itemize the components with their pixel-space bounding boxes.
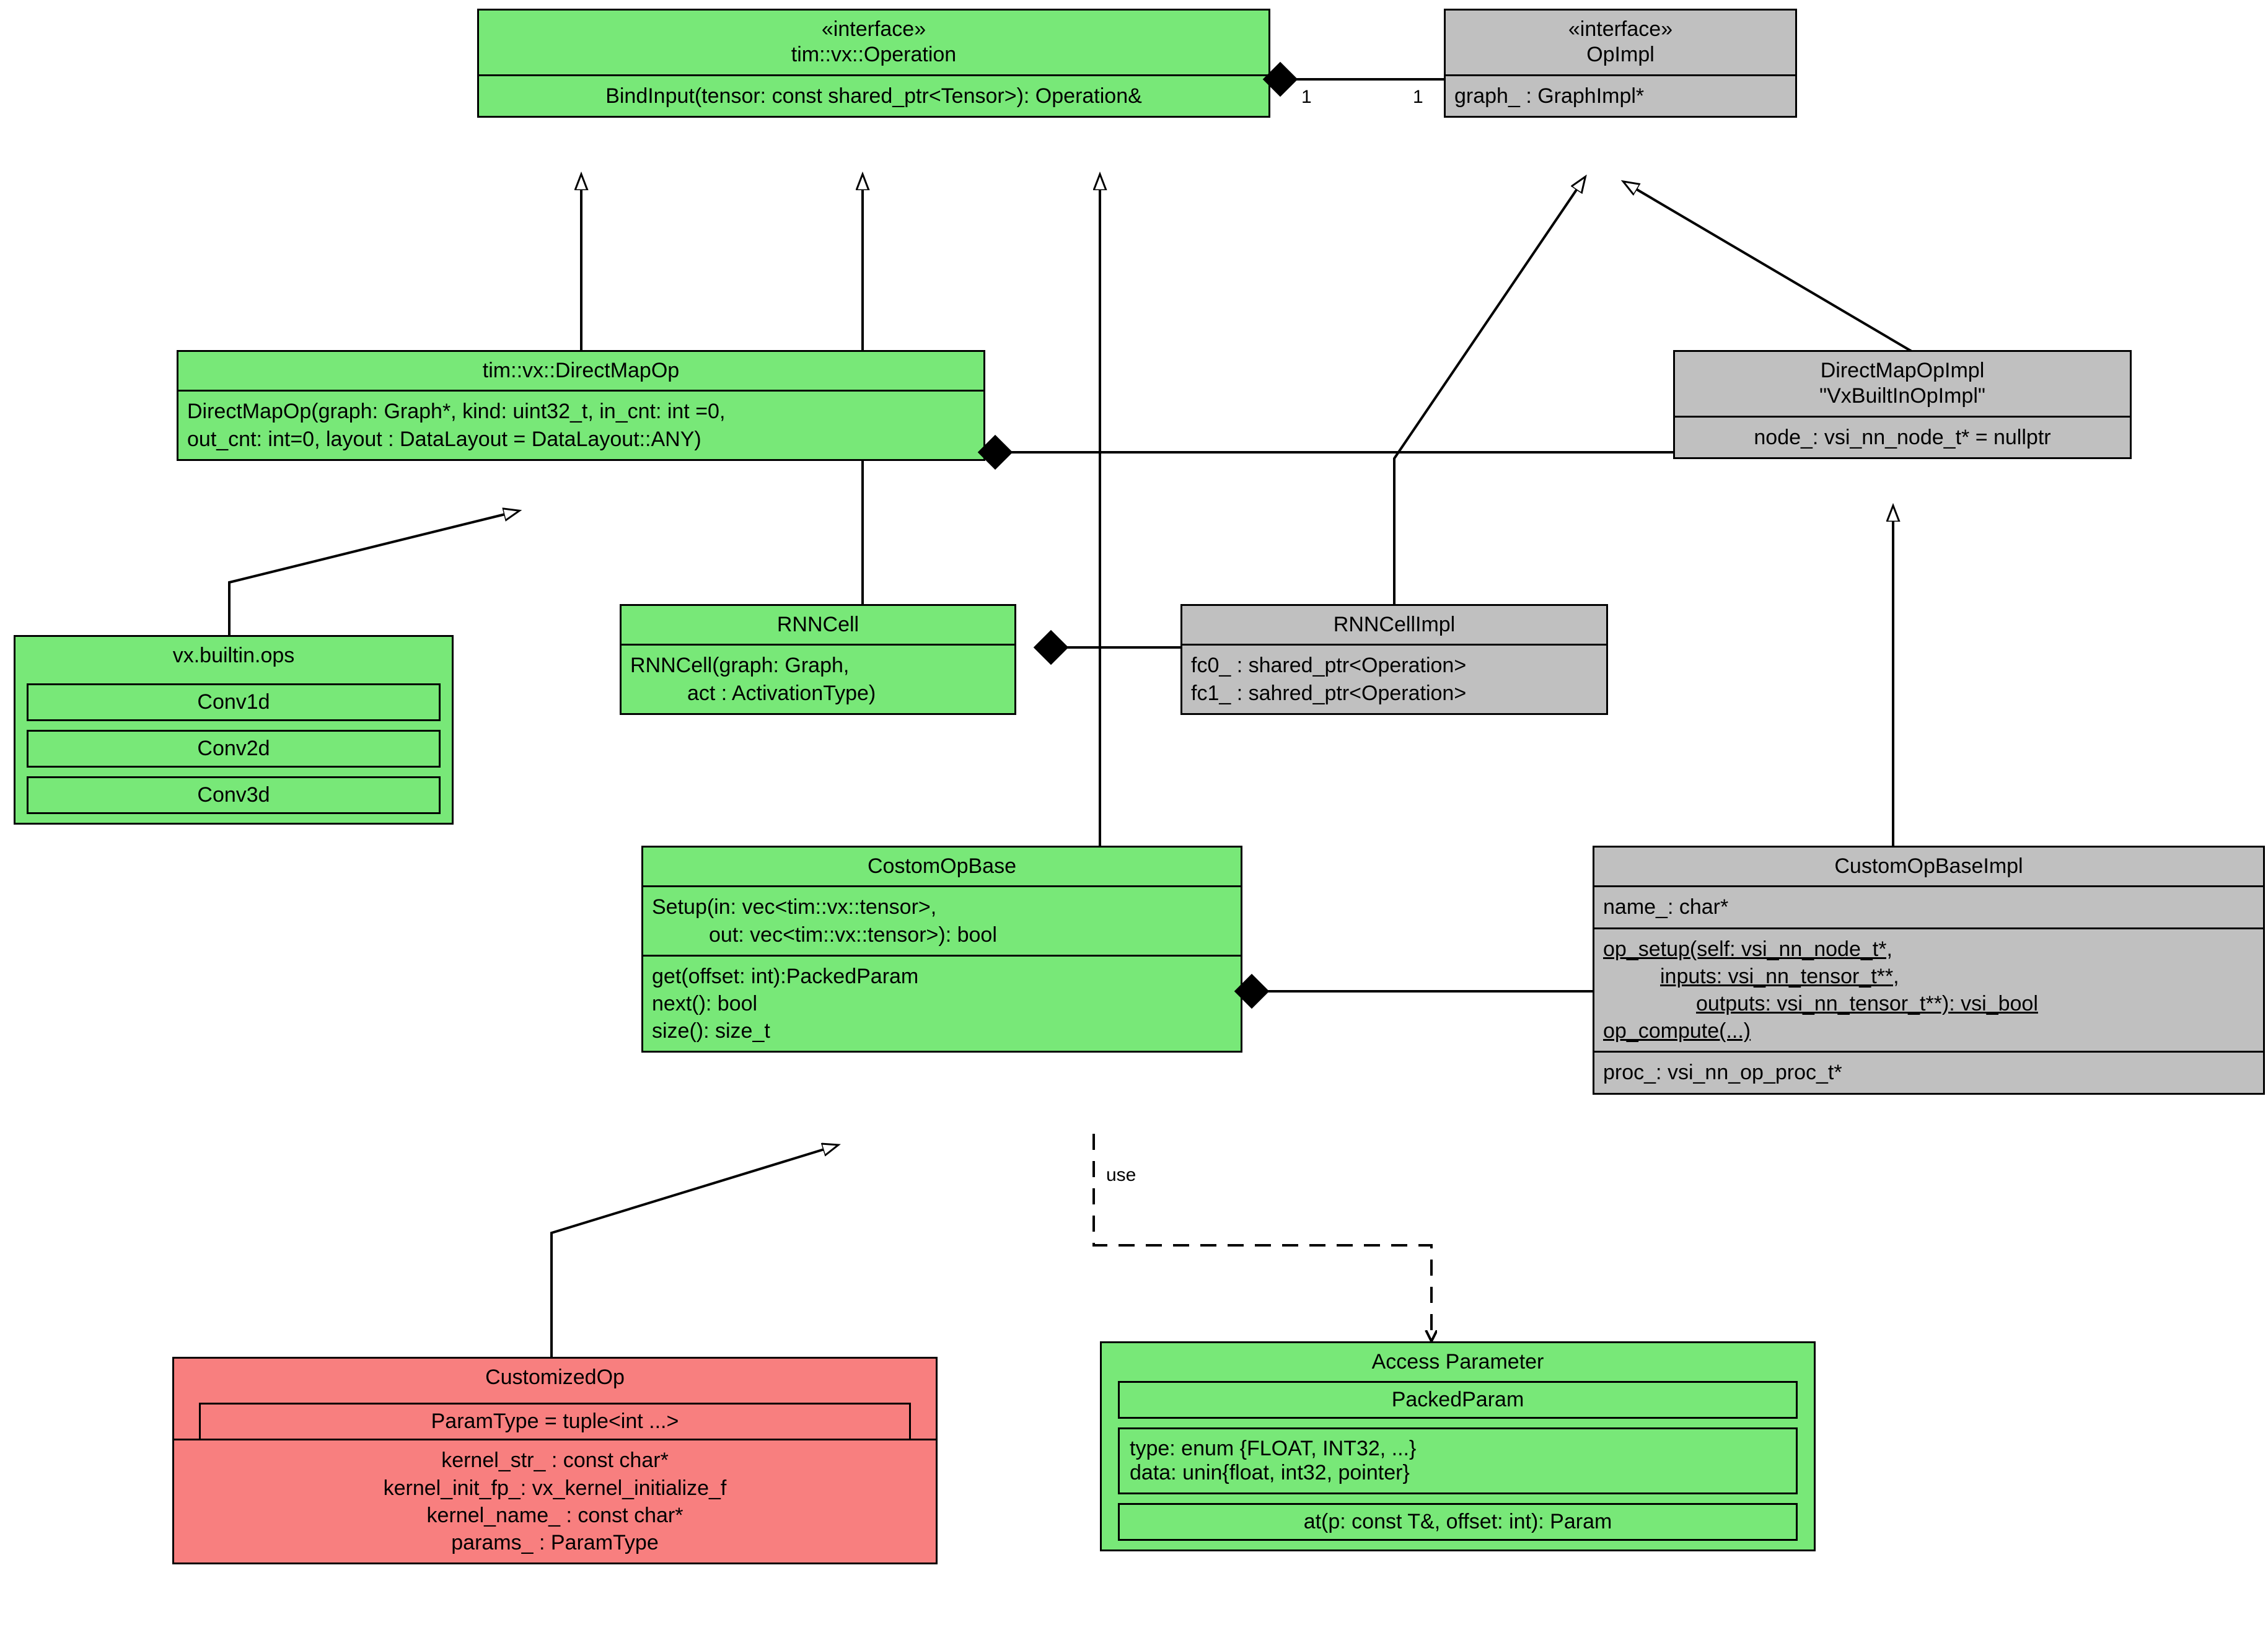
costomopbase-members-accessors: get(offset: int):PackedParam next(): bool size(): size_t: [643, 955, 1241, 1051]
costomopbase-members-setup: Setup(in: vec<tim::vx::tensor>, out: vec<tim::vx::tensor>): bool: [643, 885, 1241, 954]
rnncell-members: RNNCell(graph: Graph, act : ActivationType): [622, 644, 1014, 712]
access-parameter-body: [1102, 1381, 1814, 1549]
class-node-operation[interactable]: [477, 9, 1270, 118]
class-node-opimpl[interactable]: [1444, 9, 1797, 118]
directmapopimpl-name: DirectMapOpImpl: [1820, 359, 1985, 382]
class-node-builtin-ops[interactable]: [14, 635, 454, 825]
customizedop-typedef-wrap: [174, 1396, 936, 1440]
class-node-customizedop[interactable]: [172, 1357, 938, 1564]
composition-diamond-rnncell: [1034, 630, 1069, 665]
operation-header: [479, 11, 1268, 74]
packedparam-title: PackedParam: [1118, 1381, 1798, 1419]
class-node-access-parameter[interactable]: [1100, 1341, 1816, 1551]
class-node-rnncell[interactable]: [620, 604, 1016, 715]
opimpl-members: graph_ : GraphImpl*: [1446, 74, 1795, 116]
list-item-conv1d[interactable]: Conv1d: [27, 683, 441, 721]
list-item-conv2d[interactable]: Conv2d: [27, 730, 441, 768]
packedparam-method: at(p: const T&, offset: int): Param: [1118, 1503, 1798, 1541]
class-node-rnncellimpl[interactable]: [1180, 604, 1608, 715]
multiplicity-right: 1: [1413, 87, 1423, 107]
access-parameter-name: Access Parameter: [1371, 1350, 1544, 1374]
customopbaseimpl-proc: proc_: vsi_nn_op_proc_t*: [1594, 1051, 2263, 1092]
use-label: use: [1106, 1165, 1136, 1185]
customizedop-name: CustomizedOp: [485, 1365, 625, 1389]
directmapopimpl-members: node_: vsi_nn_node_t* = nullptr: [1675, 416, 2130, 457]
class-node-customopbaseimpl[interactable]: [1593, 846, 2265, 1095]
rnncellimpl-members: fc0_ : shared_ptr<Operation> fc1_ : sahred_ptr<Operation>: [1182, 644, 1606, 712]
customopbaseimpl-name: CustomOpBaseImpl: [1834, 854, 2023, 878]
rnncellimpl-name: RNNCellImpl: [1333, 613, 1456, 636]
class-node-directmapopimpl[interactable]: [1673, 350, 2132, 459]
opimpl-header: [1446, 11, 1795, 74]
rnncell-name: RNNCell: [776, 613, 859, 636]
customopbaseimpl-attrs: name_: char*: [1594, 885, 2263, 927]
packedparam-fields: type: enum {FLOAT, INT32, ...} data: unin{float, int32, pointer}: [1118, 1427, 1798, 1494]
operation-stereotype: «interface»: [821, 17, 926, 41]
list-item-conv3d[interactable]: Conv3d: [27, 776, 441, 814]
builtin-ops-name: vx.builtin.ops: [172, 644, 295, 667]
operation-name: tim::vx::Operation: [791, 43, 957, 67]
customizedop-typedef: ParamType = tuple<int ...>: [199, 1403, 911, 1440]
costomopbase-name: CostomOpBase: [868, 854, 1016, 878]
customizedop-members: kernel_str_ : const char* kernel_init_fp_: vx_kernel_initialize_f kernel_name_ : const char* params_ : ParamType: [174, 1439, 936, 1563]
opimpl-stereotype: «interface»: [1568, 17, 1673, 41]
directmapopimpl-alias: "VxBuiltInOpImpl": [1819, 384, 1985, 408]
directmapop-members: DirectMapOp(graph: Graph*, kind: uint32_t, in_cnt: int =0, out_cnt: int=0, layout : DataLayout = DataLayout::ANY): [178, 390, 983, 458]
class-node-costomopbase[interactable]: [641, 846, 1242, 1053]
multiplicity-left: 1: [1301, 87, 1312, 107]
operation-members: BindInput(tensor: const shared_ptr<Tensor>): Operation&: [479, 74, 1268, 116]
class-node-directmapop[interactable]: [177, 350, 985, 461]
directmapop-name: tim::vx::DirectMapOp: [482, 359, 680, 382]
opimpl-name: OpImpl: [1586, 43, 1655, 67]
directmapopimpl-header: [1675, 352, 2130, 416]
builtin-ops-list: [15, 675, 452, 823]
customopbaseimpl-methods: op_setup(self: vsi_nn_node_t*, inputs: vsi_nn_tensor_t**, outputs: vsi_nn_tensor_t**): vsi_bool op_compute(...): [1594, 927, 2263, 1051]
